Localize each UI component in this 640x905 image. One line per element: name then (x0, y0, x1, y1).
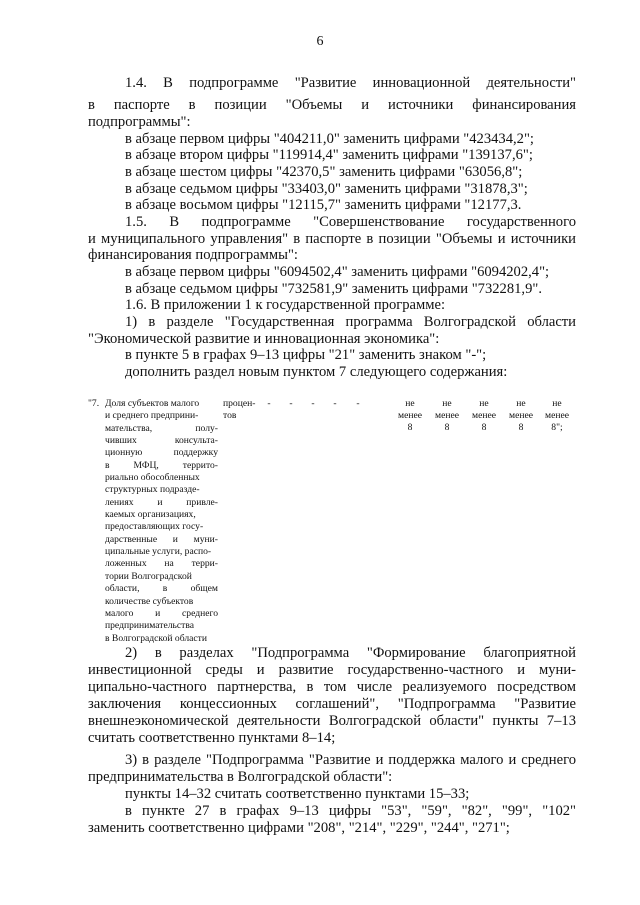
indicator-line: в Волгоградской области (105, 632, 207, 644)
table-value-cell: не менее 8 (472, 398, 496, 433)
p16-line1: 1.6. В приложении 1 к государственной программе: (125, 297, 446, 313)
p14-item-2: в абзаце втором цифры "119914,4" заменить цифрами "139137,6"; (125, 147, 533, 163)
unit-line: процен- (223, 398, 256, 409)
table-dash: - (333, 398, 337, 409)
p2-line6: считать соответственно пунктами 8–14; (88, 730, 336, 746)
indicator-line: лениях и привле- (105, 496, 218, 508)
table-value-cell: не менее 8 (435, 398, 459, 433)
indicator-line: ционную поддержку (105, 447, 218, 459)
indicator-line: тории Волгоградской (105, 570, 192, 582)
p15-item-2: в абзаце седьмом цифры "732581,9" заменить цифрами "732281,9". (125, 281, 542, 297)
page-number: 6 (316, 34, 324, 49)
table-unit (223, 398, 255, 422)
table-value-cell: не менее 8 (509, 398, 533, 433)
p14-line2: в паспорте в позиции "Объемы и источники финансирования (88, 97, 576, 113)
table-value-cell: не менее 8"; (545, 398, 569, 433)
p16-sub1-line2: "Экономической развитие и инновационная экономика": (88, 331, 440, 347)
indicator-line: области, в общем (105, 583, 218, 595)
indicator-line: количестве субъектов (105, 595, 194, 607)
table-value-cell: не менее 8 (398, 398, 422, 433)
indicator-line: в МФЦ, террито- (105, 459, 218, 471)
p2-line5: внешнеэкономической деятельности Волгоградской области" пункты 7–13 (88, 713, 576, 729)
indicator-line: мательства, полу- (105, 422, 218, 434)
indicator-line: предоставляющих госу- (105, 521, 204, 533)
p2-line4: заключения концессионных соглашений", "Подпрограмма "Развитие (88, 696, 576, 712)
p3-line1: 3) в разделе "Подпрограмма "Развитие и поддержка малого и среднего (125, 752, 576, 768)
table-indicator-name (105, 398, 218, 645)
p2-line1: 2) в разделах "Подпрограмма "Формирование благоприятной (125, 645, 576, 661)
p14-item-1: в абзаце первом цифры "404211,0" заменить цифрами "423434,2"; (125, 131, 534, 147)
indicator-line: структурных подразде- (105, 484, 200, 496)
unit-line: тов (223, 410, 237, 421)
p2-line3: ципально-частного партнерства, в том числе реализуемого посредством (88, 679, 576, 695)
p3-line3: пункты 14–32 считать соответственно пунктами 15–33; (125, 786, 470, 802)
p14-item-5: в абзаце восьмом цифры "12115,7" заменить цифрами "12177,3. (125, 197, 522, 213)
table-dash: - (356, 398, 360, 409)
p15-line2: и муниципального управления" в паспорте в позиции "Объемы и источники (88, 231, 576, 247)
p3-line4: в пункте 27 в графах 9–13 цифры "53", "59", "82", "99", "102" (125, 803, 576, 819)
table-row-number: "7. (88, 398, 100, 409)
p16-sub1-line1: 1) в разделе "Государственная программа Волгоградской области (125, 314, 576, 330)
table-dash: - (267, 398, 271, 409)
p14-line3: подпрограммы": (88, 114, 191, 130)
indicator-line: дарственные и муни- (105, 533, 218, 545)
indicator-line: чивших консульта- (105, 435, 218, 447)
indicator-line: и среднего предприни- (105, 410, 199, 422)
p14-line1: 1.4. В подпрограмме "Развитие инновационной деятельности" (125, 75, 576, 91)
indicator-line: Доля субъектов малого (105, 398, 200, 409)
p15-line1: 1.5. В подпрограмме "Совершенствование государственного (125, 214, 576, 230)
indicator-line: каемых организациях, (105, 509, 196, 521)
p15-line3: финансирования подпрограммы": (88, 247, 298, 263)
indicator-line: риально обособленных (105, 472, 200, 484)
p15-item-1: в абзаце первом цифры "6094502,4" заменить цифрами "6094202,4"; (125, 264, 550, 280)
p16-sub1-item2: дополнить раздел новым пунктом 7 следующего содержания: (125, 364, 508, 380)
p14-item-4: в абзаце седьмом цифры "33403,0" заменить цифрами "31878,3"; (125, 181, 528, 197)
p16-sub1-item1: в пункте 5 в графах 9–13 цифры "21" заменить знаком "-"; (125, 347, 487, 363)
p14-item-3: в абзаце шестом цифры "42370,5" заменить цифрами "63056,8"; (125, 164, 523, 180)
indicator-line: ложенных на терри- (105, 558, 218, 570)
table-dash: - (289, 398, 293, 409)
p3-line5: заменить соответственно цифрами "208", "214", "229", "244", "271"; (88, 820, 510, 836)
indicator-line: малого и среднего (105, 607, 218, 619)
indicator-line: ципальные услуги, распо- (105, 546, 212, 558)
table-dash: - (311, 398, 315, 409)
indicator-line: предпринимательства (105, 620, 195, 632)
p2-line2: инвестиционной среды и развитие государственно-частного и муни- (88, 662, 576, 678)
p3-line2: предпринимательства в Волгоградской области": (88, 769, 393, 785)
